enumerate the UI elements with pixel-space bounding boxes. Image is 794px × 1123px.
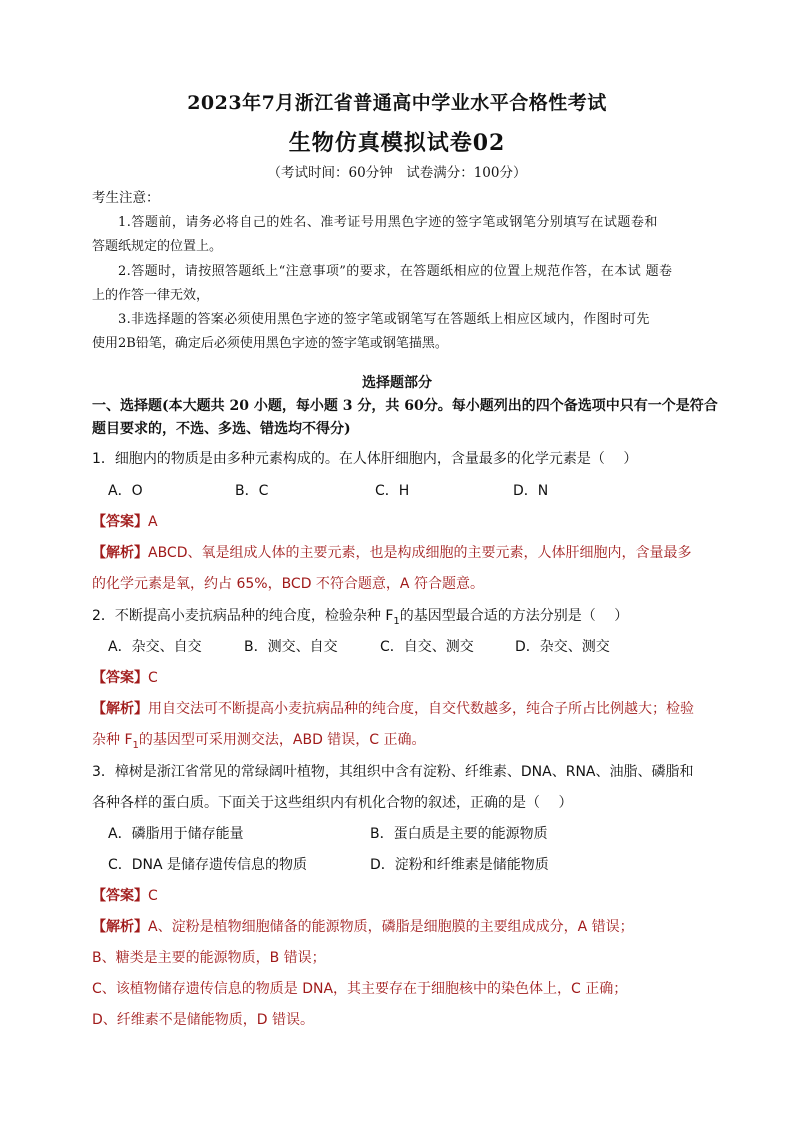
question-1-option-a: A．O [108, 483, 143, 499]
question-1-option-d: D．N [513, 483, 549, 499]
notice-item-2-cont: 上的作答一律无效， [92, 288, 210, 303]
question-2-stem [92, 605, 628, 627]
answer-value: C [148, 888, 158, 904]
question-2-option-a: A．杂交、自交 [108, 639, 202, 655]
answer-value: C [148, 670, 158, 686]
notice-item-3: 3.非选择题的答案必须使用黑色字迹的签字笔或钢笔写在答题纸上相应区域内，作图时可先 [118, 312, 650, 327]
analysis-text: ABCD、氧是组成人体的主要元素，也是构成细胞的主要元素，人体肝细胞内，含量最多 [148, 545, 692, 561]
answer-tag: 【答案】 [92, 670, 148, 686]
question-2-option-b: B．测交、自交 [244, 639, 338, 655]
analysis-tag: 【解析】 [92, 701, 148, 717]
notice-item-3-cont: 使用2B铅笔，确定后必须使用黑色字迹的签字笔或钢笔描黑。 [92, 336, 448, 351]
notice-item-1: 1.答题前，请务必将自己的姓名、准考证号用黑色字迹的签字笔或钢笔分别填写在试题卷和 [118, 215, 658, 230]
notice-heading: 考生注意： [92, 190, 160, 206]
section-title: 选择题部分 [362, 375, 432, 391]
question-3-option-c: C．DNA 是储存遗传信息的物质 [108, 857, 308, 873]
analysis-text: 用自交法可不断提高小麦抗病品种的纯合度，自交代数越多，纯合子所占比例越大；检验 [148, 701, 694, 717]
question-2-analysis-cont [92, 729, 426, 751]
exam-title: 2023年7月浙江省普通高中学业水平合格性考试 [187, 92, 607, 114]
analysis-text: 杂种 F [92, 732, 133, 748]
notice-item-1-cont: 答题纸规定的位置上。 [92, 239, 223, 254]
question-3-option-d: D．淀粉和纤维素是储能物质 [370, 857, 549, 873]
question-2-option-d: D．杂交、测交 [515, 639, 610, 655]
notice-item-2: 2.答题时，请按照答题纸上“注意事项”的要求，在答题纸相应的位置上规范作答，在本试 题卷 [118, 264, 673, 279]
analysis-tag: 【解析】 [92, 545, 148, 561]
answer-tag: 【答案】 [92, 514, 148, 530]
question-3-option-a: A．磷脂用于储存能量 [108, 826, 244, 842]
question-3-analysis [92, 916, 634, 936]
subscript: 1 [393, 615, 400, 627]
answer-tag: 【答案】 [92, 888, 148, 904]
subscript: 1 [132, 739, 139, 751]
question-3-analysis-c: C、该植物储存遗传信息的物质是 DNA，其主要存在于细胞核中的染色体上，C 正确； [92, 981, 628, 997]
part1-instructions-cont: 题目要求的，不选、多选、错选均不得分) [92, 421, 351, 437]
question-3-option-b: B．蛋白质是主要的能源物质 [370, 826, 548, 842]
question-3-stem-cont: 各种各样的蛋白质。下面关于这些组织内有机化合物的叙述，正确的是（ ） [92, 795, 573, 811]
analysis-text: 的基因型可采用测交法，ABD 错误，C 正确。 [138, 732, 426, 748]
stem-text: 的基因型最合适的方法分别是（ ） [399, 608, 629, 624]
question-3-stem: 3．樟树是浙江省常见的常绿阔叶植物，其组织中含有淀粉、纤维素、DNA、RNA、油脂、磷脂和 [92, 764, 694, 780]
question-3-answer [92, 885, 158, 905]
exam-info: （考试时间：60分钟 试卷满分：100分） [267, 165, 527, 181]
question-2-analysis [92, 698, 694, 718]
stem-text: 2．不断提高小麦抗病品种的纯合度，检验杂种 F [92, 608, 394, 624]
question-1-option-b: B．C [235, 483, 269, 499]
question-1-stem: 1．细胞内的物质是由多种元素构成的。在人体肝细胞内，含量最多的化学元素是（ ） [92, 451, 638, 467]
question-3-analysis-b: B、糖类是主要的能源物质，B 错误； [92, 950, 326, 966]
analysis-text: A、淀粉是植物细胞储备的能源物质，磷脂是细胞膜的主要组成成分，A 错误； [148, 919, 634, 935]
question-2-answer [92, 667, 158, 687]
question-1-answer [92, 511, 158, 531]
analysis-tag: 【解析】 [92, 919, 148, 935]
answer-value: A [148, 514, 158, 530]
part1-instructions: 一、选择题(本大题共 20 小题，每小题 3 分，共 60分。每小题列出的四个备选项中只有一个是符合 [92, 398, 718, 414]
question-1-option-c: C．H [375, 483, 410, 499]
exam-subtitle: 生物仿真模拟试卷02 [288, 130, 506, 156]
question-3-analysis-d: D、纤维素不是储能物质，D 错误。 [92, 1012, 315, 1028]
question-2-option-c: C．自交、测交 [380, 639, 474, 655]
question-1-analysis [92, 542, 692, 562]
question-1-analysis-cont: 的化学元素是氧，约占 65%，BCD 不符合题意，A 符合题意。 [92, 576, 484, 592]
